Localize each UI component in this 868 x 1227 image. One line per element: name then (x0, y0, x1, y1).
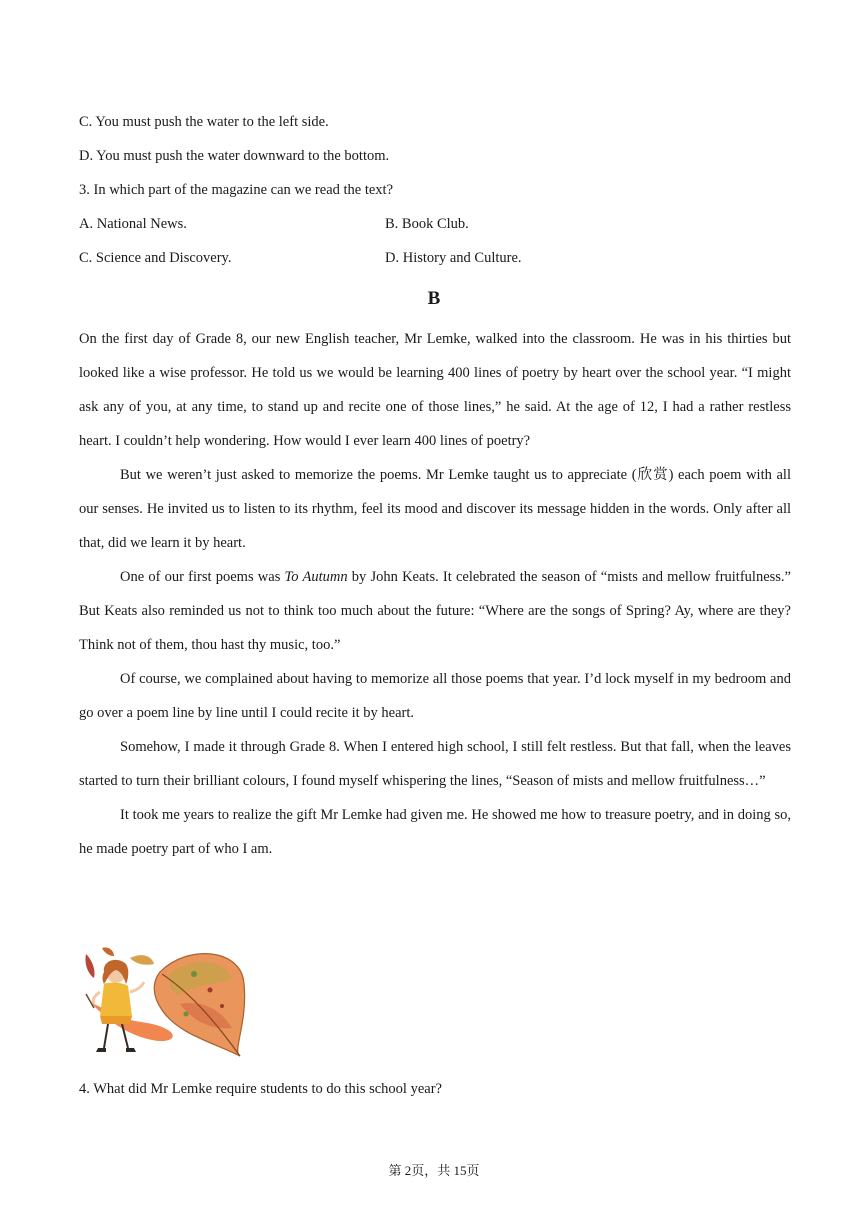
option-2d: D. You must push the water downward to the bottom. (79, 148, 390, 164)
option-3c: C. Science and Discovery. (79, 250, 232, 266)
autumn-girl-illustration (82, 944, 250, 1058)
option-3d: D. History and Culture. (385, 250, 522, 266)
passage-paragraph-5: Somehow, I made it through Grade 8. When I entered high school, I still felt restless. But that fall, when the leaves started to turn their brilliant colours, I found myself whispering the lines, “Season of mists and mellow fruitfulness…” (79, 739, 791, 789)
passage-paragraph-6: It took me years to realize the gift Mr Lemke had given me. He showed me how to treasure poetry, and in doing so, he made poetry part of who I am. (79, 807, 791, 857)
page-footer: 第 2页，共 15页 (388, 1163, 480, 1178)
question-3: 3. In which part of the magazine can we read the text? (79, 182, 394, 198)
passage-paragraph-2: But we weren’t just asked to memorize the poems. Mr Lemke taught us to appreciate (欣赏) each poem with all our senses. He invited us to listen to its rhythm, feel its mood and discover its message hidden in the words. Only after all that, did we learn it by heart. (79, 467, 791, 551)
question-4: 4. What did Mr Lemke require students to do this school year? (79, 1081, 442, 1097)
passage-paragraph-1: On the first day of Grade 8, our new English teacher, Mr Lemke, walked into the classroom. He was in his thirties but looked like a wise professor. He told us we would be learning 400 lines of poetry by heart over the school year. “I might ask any of you, at any time, to stand up and recite one of those lines,” he said. At the age of 12, I had a rather restless heart. I couldn’t help wondering. How would I ever learn 400 lines of poetry? (79, 331, 791, 449)
poem-title: To Autumn (284, 569, 348, 585)
option-3a: A. National News. (79, 216, 187, 232)
p3-text-after: by John Keats. It celebrated the season of “mists and mellow fruitfulness.” But Keats also reminded us not to think too much about the future: “Where are the songs of Spring? Ay, where are they? Think not of them, thou hast thy music, too.” (79, 569, 791, 653)
p3-text-before: One of our first poems was (120, 569, 285, 585)
reading-passage (79, 322, 791, 866)
passage-paragraph-3 (79, 560, 791, 662)
section-heading: B (427, 288, 441, 309)
option-2c: C. You must push the water to the left side. (79, 114, 329, 130)
option-3b: B. Book Club. (385, 216, 469, 232)
passage-paragraph-4: Of course, we complained about having to memorize all those poems that year. I’d lock myself in my bedroom and go over a poem line by line until I could recite it by heart. (79, 671, 791, 721)
